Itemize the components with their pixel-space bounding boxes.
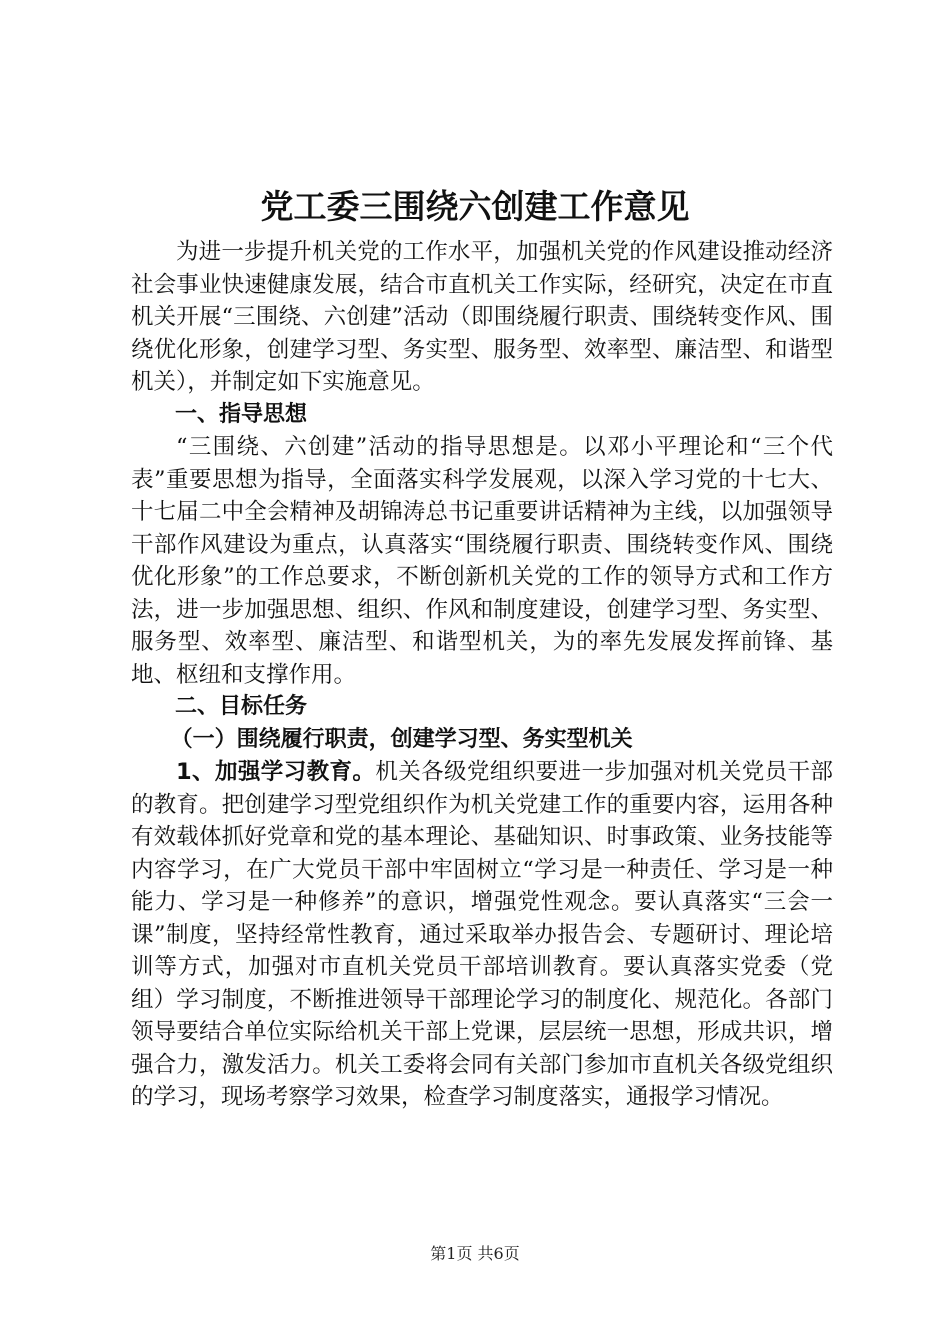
guiding-ideology-paragraph: “三围绕、六创建”活动的指导思想是。以邓小平理论和“三个代表”重要思想为指导，全面落实科学发展观，以深入学习党的十七大、十七届二中全会精神及胡锦涛总书记重要讲话精神为主线，以加强领导干部作风建设为重点，认真落实“围绕履行职责、围绕转变作风、围绕优化形象”的工作总要求，不断创新机关党的工作的领导方式和工作方法，进一步加强思想、组织、作风和制度建设，创建学习型、务实型、服务型、效率型、廉洁型、和谐型机关，为的率先发展发挥前锋、基地、枢纽和支撑作用。 <box>131 434 833 688</box>
document-title: 党工委三围绕六创建工作意见 <box>260 187 690 226</box>
page-footer: 第1页 共6页 <box>430 1244 520 1263</box>
document-body <box>131 236 833 1114</box>
item-paragraph-study <box>131 756 833 1114</box>
section-heading-guiding-ideology: 一、指导思想 <box>175 401 308 427</box>
subsection-heading-duties: （一）围绕履行职责，创建学习型、务实型机关 <box>170 726 633 752</box>
item-lead: 1、加强学习教育。 <box>176 759 376 785</box>
section-heading-objectives: 二、目标任务 <box>175 694 308 719</box>
intro-paragraph: 为进一步提升机关党的工作水平，加强机关党的作风建设推动经济社会事业快速健康发展，结合市直机关工作实际，经研究，决定在市直机关开展“三围绕、六创建”活动（即围绕履行职责、围绕转变作风、围绕优化形象，创建学习型、务实型、服务型、效率型、廉洁型、和谐型机关），并制定如下实施意见。 <box>131 239 833 395</box>
item-body: 机关各级党组织要进一步加强对机关党员干部的教育。把创建学习型党组织作为机关党建工作的重要内容，运用各种有效载体抓好党章和党的基本理论、基础知识、时事政策、业务技能等内容学习，在广大党员干部中牢固树立“学习是一种责任、学习是一种能力、学习是一种修养”的意识，增强党性观念。要认真落实“三会一课”制度，坚持经常性教育，通过采取举办报告会、专题研讨、理论培训等方式，加强对市直机关党员干部培训教育。要认真落实党委（党组）学习制度，不断推进领导干部理论学习的制度化、规范化。各部门领导要结合单位实际给机关干部上党课，层层统一思想，形成共识，增强合力，激发活力。机关工委将会同有关部门参加市直机关各级党组织的学习，现场考察学习效果，检查学习制度落实，通报学习情况。 <box>131 759 834 1110</box>
